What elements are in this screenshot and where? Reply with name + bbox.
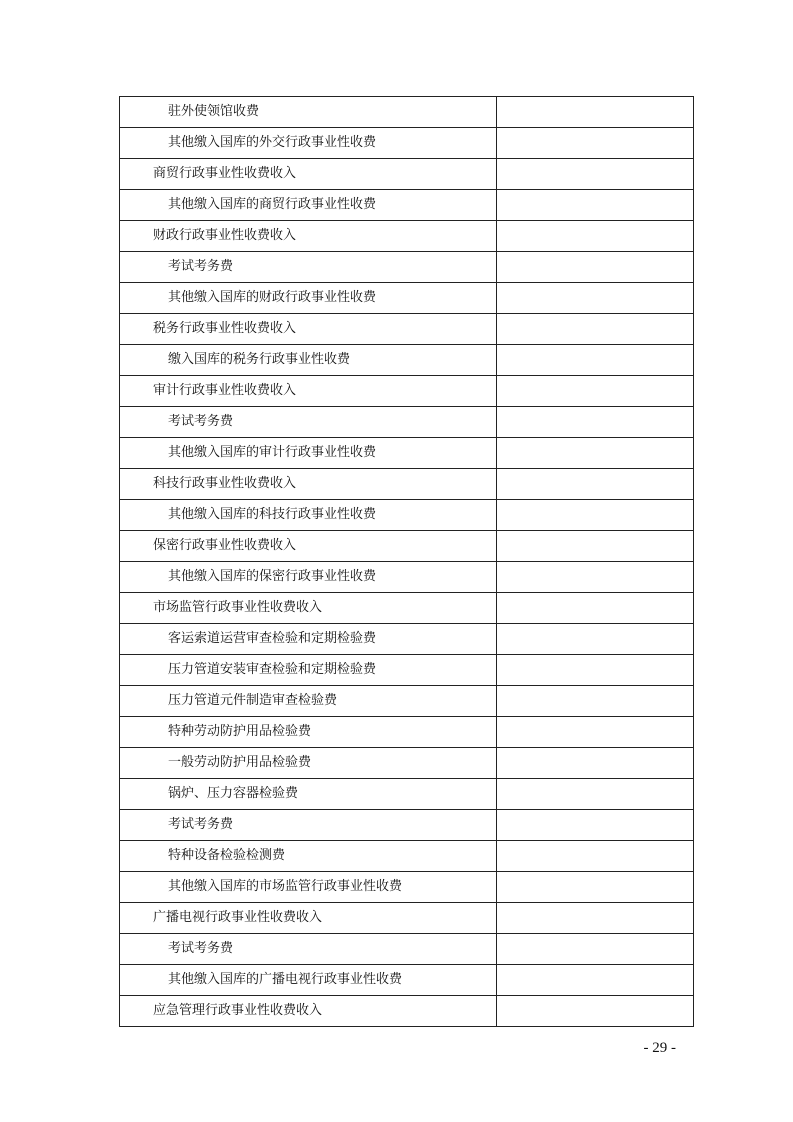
value-cell — [497, 655, 694, 686]
value-cell — [497, 159, 694, 190]
table-row — [120, 686, 694, 717]
value-cell — [497, 190, 694, 221]
table-row — [120, 996, 694, 1027]
table-row — [120, 934, 694, 965]
value-cell — [497, 841, 694, 872]
table-row — [120, 190, 694, 221]
page-number: - 29 - — [643, 1040, 676, 1056]
category-label: 保密行政事业性收费收入 — [120, 531, 497, 562]
table-row — [120, 872, 694, 903]
item-label: 其他缴入国库的广播电视行政事业性收费 — [120, 965, 497, 996]
table-row — [120, 903, 694, 934]
table-row — [120, 624, 694, 655]
value-cell — [497, 996, 694, 1027]
table-row — [120, 717, 694, 748]
table-row — [120, 562, 694, 593]
value-cell — [497, 500, 694, 531]
item-label: 一般劳动防护用品检验费 — [120, 748, 497, 779]
value-cell — [497, 624, 694, 655]
value-cell — [497, 252, 694, 283]
item-label: 其他缴入国库的审计行政事业性收费 — [120, 438, 497, 469]
value-cell — [497, 314, 694, 345]
category-label: 市场监管行政事业性收费收入 — [120, 593, 497, 624]
value-cell — [497, 903, 694, 934]
table-row — [120, 314, 694, 345]
value-cell — [497, 407, 694, 438]
table-row — [120, 593, 694, 624]
item-label: 特种劳动防护用品检验费 — [120, 717, 497, 748]
item-label: 驻外使领馆收费 — [120, 97, 497, 128]
item-label: 其他缴入国库的科技行政事业性收费 — [120, 500, 497, 531]
item-label: 缴入国库的税务行政事业性收费 — [120, 345, 497, 376]
table-row — [120, 345, 694, 376]
item-label: 压力管道安装审查检验和定期检验费 — [120, 655, 497, 686]
value-cell — [497, 376, 694, 407]
category-label: 税务行政事业性收费收入 — [120, 314, 497, 345]
value-cell — [497, 469, 694, 500]
item-label: 客运索道运营审查检验和定期检验费 — [120, 624, 497, 655]
value-cell — [497, 779, 694, 810]
table-row — [120, 252, 694, 283]
value-cell — [497, 562, 694, 593]
table-row — [120, 500, 694, 531]
fee-table — [119, 96, 694, 1027]
table-row — [120, 221, 694, 252]
value-cell — [497, 531, 694, 562]
value-cell — [497, 97, 694, 128]
value-cell — [497, 128, 694, 159]
table-row — [120, 283, 694, 314]
item-label: 锅炉、压力容器检验费 — [120, 779, 497, 810]
table-row — [120, 469, 694, 500]
value-cell — [497, 283, 694, 314]
value-cell — [497, 438, 694, 469]
value-cell — [497, 810, 694, 841]
item-label: 考试考务费 — [120, 934, 497, 965]
table-row — [120, 655, 694, 686]
value-cell — [497, 872, 694, 903]
item-label: 其他缴入国库的财政行政事业性收费 — [120, 283, 497, 314]
table-row — [120, 841, 694, 872]
table-row — [120, 438, 694, 469]
value-cell — [497, 934, 694, 965]
table-row — [120, 810, 694, 841]
table-row — [120, 748, 694, 779]
category-label: 应急管理行政事业性收费收入 — [120, 996, 497, 1027]
item-label: 其他缴入国库的市场监管行政事业性收费 — [120, 872, 497, 903]
table-row — [120, 531, 694, 562]
table-row — [120, 97, 694, 128]
item-label: 考试考务费 — [120, 407, 497, 438]
value-cell — [497, 221, 694, 252]
table-row — [120, 779, 694, 810]
item-label: 其他缴入国库的商贸行政事业性收费 — [120, 190, 497, 221]
item-label: 考试考务费 — [120, 810, 497, 841]
category-label: 广播电视行政事业性收费收入 — [120, 903, 497, 934]
value-cell — [497, 748, 694, 779]
category-label: 财政行政事业性收费收入 — [120, 221, 497, 252]
item-label: 其他缴入国库的保密行政事业性收费 — [120, 562, 497, 593]
value-cell — [497, 345, 694, 376]
item-label: 考试考务费 — [120, 252, 497, 283]
value-cell — [497, 965, 694, 996]
value-cell — [497, 686, 694, 717]
table-row — [120, 128, 694, 159]
table-row — [120, 376, 694, 407]
category-label: 科技行政事业性收费收入 — [120, 469, 497, 500]
fee-table-body — [120, 97, 694, 1027]
item-label: 其他缴入国库的外交行政事业性收费 — [120, 128, 497, 159]
table-row — [120, 407, 694, 438]
table-row — [120, 159, 694, 190]
item-label: 压力管道元件制造审查检验费 — [120, 686, 497, 717]
category-label: 审计行政事业性收费收入 — [120, 376, 497, 407]
value-cell — [497, 593, 694, 624]
item-label: 特种设备检验检测费 — [120, 841, 497, 872]
category-label: 商贸行政事业性收费收入 — [120, 159, 497, 190]
value-cell — [497, 717, 694, 748]
table-row — [120, 965, 694, 996]
